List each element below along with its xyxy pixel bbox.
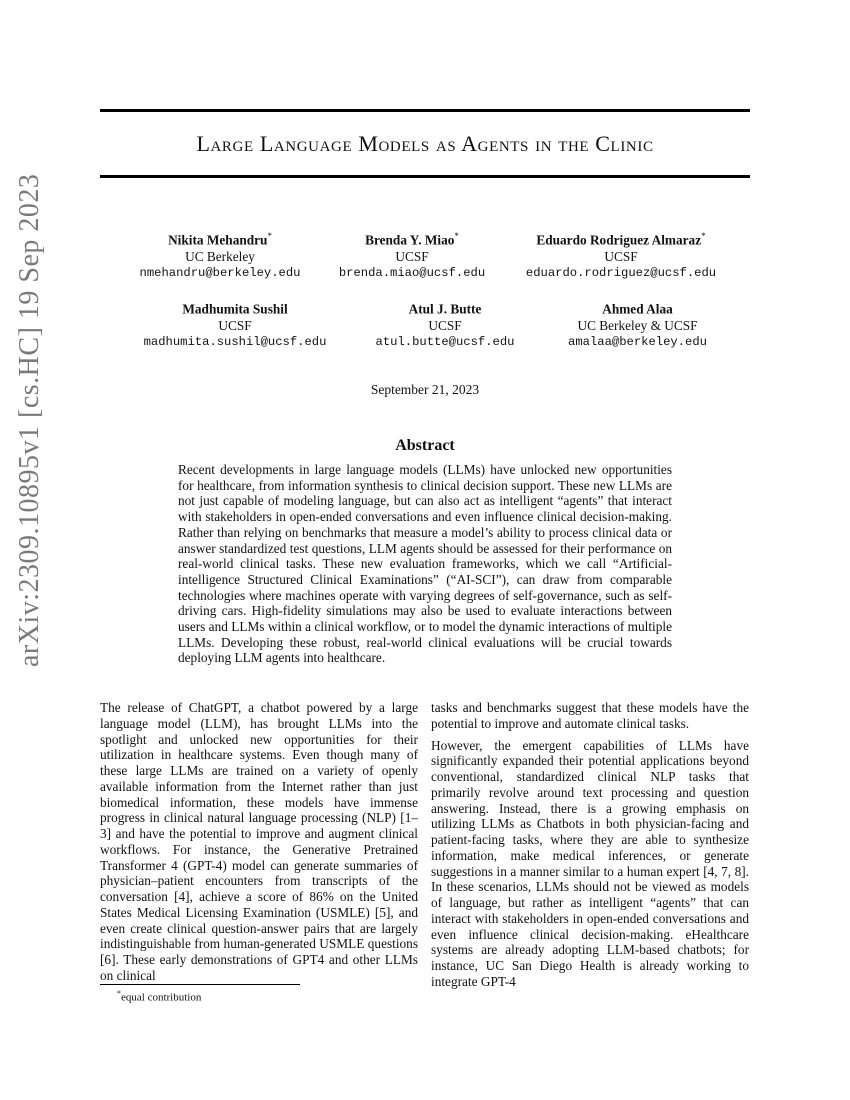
author-block xyxy=(322,228,502,282)
author-name: Madhumita Sushil xyxy=(182,301,288,317)
paper-title: Large Language Models as Agents in the Clinic xyxy=(196,131,654,156)
author-name: Brenda Y. Miao* xyxy=(365,231,459,248)
author-affiliation: UCSF xyxy=(218,317,252,333)
body-column-right xyxy=(431,700,749,996)
author-affiliation: UC Berkeley & UCSF xyxy=(577,317,698,333)
author-email[interactable]: eduardo.rodriguez@ucsf.edu xyxy=(525,266,717,281)
author-block xyxy=(545,297,730,351)
publication-date: September 21, 2023 xyxy=(370,382,480,397)
author-block xyxy=(130,297,340,351)
author-affiliation: UCSF xyxy=(428,317,462,333)
title-rule-bottom xyxy=(100,175,750,178)
title-rule-top xyxy=(100,109,750,112)
author-email[interactable]: amalaa@berkeley.edu xyxy=(568,335,707,350)
author-affiliation: UCSF xyxy=(604,248,638,264)
footnote: *equal contribution xyxy=(117,989,202,1004)
author-block xyxy=(355,297,535,351)
abstract-text: Recent developments in large language models (LLMs) have unlocked new opportunities for healthcare, from information synthesis to clinical decision support. These new LLMs are not just capable of modeling language, but can also act as intelligent “agents” that interact with stakeholders in open-ended conversations and even influence clinical decision-making. Rather than relying on benchmarks that measure a model’s ability to process clinical data or answer standardized test questions, LLM agents should be assessed for their performance on real-world clinical tasks. These new evaluation frameworks, which we call “Artificial-intelligence Structured Clinical Examinations” (“AI-SCI”), can draw from comparable technologies where machines operate with varying degrees of self-governance, such as self-driving cars. High-fidelity simulations may also be used to evaluate interactions between users and LLMs within a clinical workflow, or to model the dynamic interactions of multiple LLMs. Developing these robust, real-world clinical evaluations will be crucial towards deploying LLM agents into healthcare. xyxy=(178,462,672,666)
author-affiliation: UC Berkeley xyxy=(185,248,255,264)
author-block xyxy=(515,228,727,282)
author-name: Atul J. Butte xyxy=(408,301,482,317)
author-affiliation: UCSF xyxy=(395,248,429,264)
author-email[interactable]: nmehandru@berkeley.edu xyxy=(139,266,301,281)
author-email[interactable]: brenda.miao@ucsf.edu xyxy=(338,266,486,281)
author-name: Ahmed Alaa xyxy=(602,301,673,317)
arxiv-identifier-stamp: arXiv:2309.10895v1 [cs.HC] 19 Sep 2023 xyxy=(14,173,45,667)
body-paragraph: However, the emergent capabilities of LLMs have significantly expanded their potential applications beyond conventional, standardized clinical NLP tasks that primarily revolve around text processing and question answering. Instead, there is a growing emphasis on utilizing LLMs as Chatbots in both physician-facing and patient-facing tasks, where they are able to synthesize information, make medical inferences, or generate suggestions in a manner similar to a human expert [4, 7, 8]. In these scenarios, LLMs should not be viewed as models of language, but rather as intelligent “agents” that can interact with stakeholders in open-ended conversations and even influence clinical decision-making. eHealthcare systems are already adopting LLM-based chatbots; for instance, UC San Diego Health is already working to integrate GPT-4 xyxy=(431,737,749,989)
author-name: Nikita Mehandru* xyxy=(168,231,272,248)
abstract-heading: Abstract xyxy=(395,437,455,454)
footnote-rule xyxy=(100,984,300,985)
author-block xyxy=(125,228,315,282)
body-paragraph: The release of ChatGPT, a chatbot powered by a large language model (LLM), has brought LLMs into the spotlight and unlocked new opportunities for their utilization in healthcare systems. Even though many of these large LLMs are trained on a variety of openly available information from the Internet rather than just biomedical information, these models have immense progress in clinical natural language processing (NLP) [1–3] and have the potential to improve and augment clinical workflows. For instance, the Generative Pretrained Transformer 4 (GPT-4) model can generate summaries of physician–patient encounters from transcripts of the conversation [4], achieve a score of 86% on the United States Medical Licensing Examination (USMLE) [5], and even create clinical question-answer pairs that are largely indistinguishable from human-generated USMLE questions [6]. These early demonstrations of GPT4 and other LLMs on clinical xyxy=(100,700,418,983)
body-column-left xyxy=(100,700,418,990)
author-email[interactable]: madhumita.sushil@ucsf.edu xyxy=(143,335,327,350)
body-paragraph: tasks and benchmarks suggest that these models have the potential to improve and automate clinical tasks. xyxy=(431,700,749,731)
author-name: Eduardo Rodriguez Almaraz* xyxy=(536,231,706,248)
author-email[interactable]: atul.butte@ucsf.edu xyxy=(375,335,515,350)
